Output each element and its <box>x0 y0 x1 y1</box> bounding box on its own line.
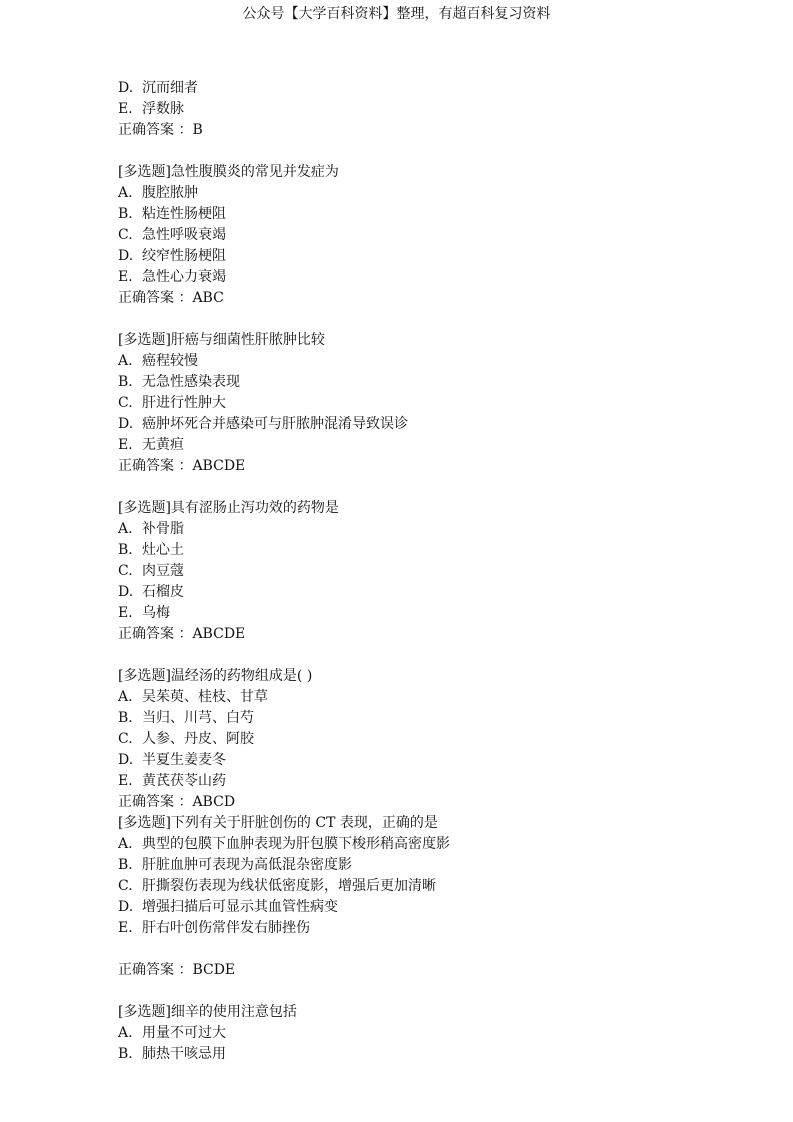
option-line <box>118 351 758 372</box>
option-line <box>118 204 758 225</box>
option-line <box>118 561 758 582</box>
option-line <box>118 876 758 897</box>
option-line <box>118 372 758 393</box>
option-text: 肝右叶创伤常伴发右肺挫伤 <box>142 920 310 936</box>
option-letter: D. <box>118 584 134 600</box>
option-text: 吴茱萸、桂枝、甘草 <box>142 689 268 705</box>
answer-line: 正确答案 ：BCDE <box>118 962 236 978</box>
option-line <box>118 99 758 120</box>
option-line <box>118 582 758 603</box>
option-text: 半夏生姜麦冬 <box>142 752 226 768</box>
option-line <box>118 708 758 729</box>
question-block <box>118 1002 758 1065</box>
option-line <box>118 1023 758 1044</box>
option-text: 急性心力衰竭 <box>142 269 226 285</box>
option-line <box>118 540 758 561</box>
answer-line: 正确答案 ：ABCDE <box>118 626 246 642</box>
option-line <box>118 183 758 204</box>
answer-line: 正确答案 ：ABCDE <box>118 458 246 474</box>
option-letter: A. <box>118 353 133 369</box>
option-text: 当归、川芎、白芍 <box>142 710 254 726</box>
option-letter: D. <box>118 899 134 915</box>
option-letter: E. <box>118 773 133 789</box>
question-block <box>118 498 758 645</box>
question-continuation <box>118 78 758 141</box>
question-title: [多选题]温经汤的药物组成是( ) <box>118 668 313 684</box>
option-letter: C. <box>118 878 133 894</box>
option-line <box>118 78 758 99</box>
option-line <box>118 267 758 288</box>
option-text: 灶心土 <box>142 542 184 558</box>
option-text: 肝进行性肿大 <box>142 395 226 411</box>
option-line <box>118 435 758 456</box>
option-letter: A. <box>118 521 133 537</box>
option-letter: B. <box>118 710 133 726</box>
option-letter: E. <box>118 269 133 285</box>
option-text: 人参、丹皮、阿胶 <box>142 731 254 747</box>
option-letter: A. <box>118 689 133 705</box>
option-letter: E. <box>118 101 133 117</box>
answer-line: 正确答案 ：ABC <box>118 290 224 306</box>
option-line <box>118 750 758 771</box>
option-text: 癌程较慢 <box>142 353 198 369</box>
option-line <box>118 1044 758 1065</box>
question-title: [多选题]下列有关于肝脏创伤的 CT 表现，正确的是 <box>118 815 438 831</box>
question-block <box>118 330 758 477</box>
answer-line: 正确答案 ：ABCD <box>118 794 236 810</box>
option-line <box>118 897 758 918</box>
option-line <box>118 729 758 750</box>
option-text: 癌肿坏死合并感染可与肝脓肿混淆导致误诊 <box>142 416 408 432</box>
option-letter: C. <box>118 731 133 747</box>
option-text: 肉豆蔻 <box>142 563 184 579</box>
option-line <box>118 414 758 435</box>
question-title: [多选题]急性腹膜炎的常见并发症为 <box>118 164 339 180</box>
option-letter: B. <box>118 857 133 873</box>
option-text: 急性呼吸衰竭 <box>142 227 226 243</box>
option-text: 肝脏血肿可表现为高低混杂密度影 <box>142 857 352 873</box>
option-text: 腹腔脓肿 <box>142 185 198 201</box>
option-line <box>118 918 758 939</box>
document-body <box>118 78 758 1065</box>
option-text: 沉而细者 <box>142 80 198 96</box>
option-letter: D. <box>118 752 134 768</box>
option-letter: B. <box>118 1046 133 1062</box>
option-letter: E. <box>118 437 133 453</box>
option-letter: C. <box>118 227 133 243</box>
option-text: 肝撕裂伤表现为线状低密度影，增强后更加清晰 <box>142 878 436 894</box>
question-title: [多选题]肝癌与细菌性肝脓肿比较 <box>118 332 325 348</box>
option-letter: E. <box>118 605 133 621</box>
option-letter: C. <box>118 395 133 411</box>
option-line <box>118 771 758 792</box>
option-text: 无急性感染表现 <box>142 374 240 390</box>
option-text: 肺热干咳忌用 <box>142 1046 226 1062</box>
option-letter: E. <box>118 920 133 936</box>
option-letter: B. <box>118 374 133 390</box>
option-letter: B. <box>118 542 133 558</box>
option-text: 补骨脂 <box>142 521 184 537</box>
option-text: 绞窄性肠梗阻 <box>142 248 226 264</box>
option-letter: D. <box>118 248 134 264</box>
option-letter: A. <box>118 185 133 201</box>
answer-line: 正确答案 ：B <box>118 122 203 138</box>
option-text: 增强扫描后可显示其血管性病变 <box>142 899 338 915</box>
question-block <box>118 813 758 981</box>
option-text: 粘连性肠梗阻 <box>142 206 226 222</box>
question-title: [多选题]具有涩肠止泻功效的药物是 <box>118 500 339 516</box>
option-line <box>118 834 758 855</box>
option-line <box>118 393 758 414</box>
option-text: 无黄疸 <box>142 437 184 453</box>
option-letter: C. <box>118 563 133 579</box>
question-block <box>118 162 758 309</box>
option-line <box>118 687 758 708</box>
option-text: 石榴皮 <box>142 584 184 600</box>
option-text: 浮数脉 <box>142 101 184 117</box>
option-text: 典型的包膜下血肿表现为肝包膜下梭形稍高密度影 <box>142 836 450 852</box>
option-letter: A. <box>118 1025 133 1041</box>
option-letter: D. <box>118 416 134 432</box>
option-line <box>118 519 758 540</box>
page-header: 公众号【大学百科资料】整理，有超百科复习资料 <box>242 6 551 22</box>
option-line <box>118 246 758 267</box>
option-text: 黄芪茯苓山药 <box>142 773 226 789</box>
option-letter: A. <box>118 836 133 852</box>
option-line <box>118 603 758 624</box>
option-text: 乌梅 <box>142 605 170 621</box>
option-letter: B. <box>118 206 133 222</box>
option-letter: D. <box>118 80 134 96</box>
option-text: 用量不可过大 <box>142 1025 226 1041</box>
question-block <box>118 666 758 813</box>
option-line <box>118 855 758 876</box>
option-line <box>118 225 758 246</box>
question-title: [多选题]细辛的使用注意包括 <box>118 1004 297 1020</box>
